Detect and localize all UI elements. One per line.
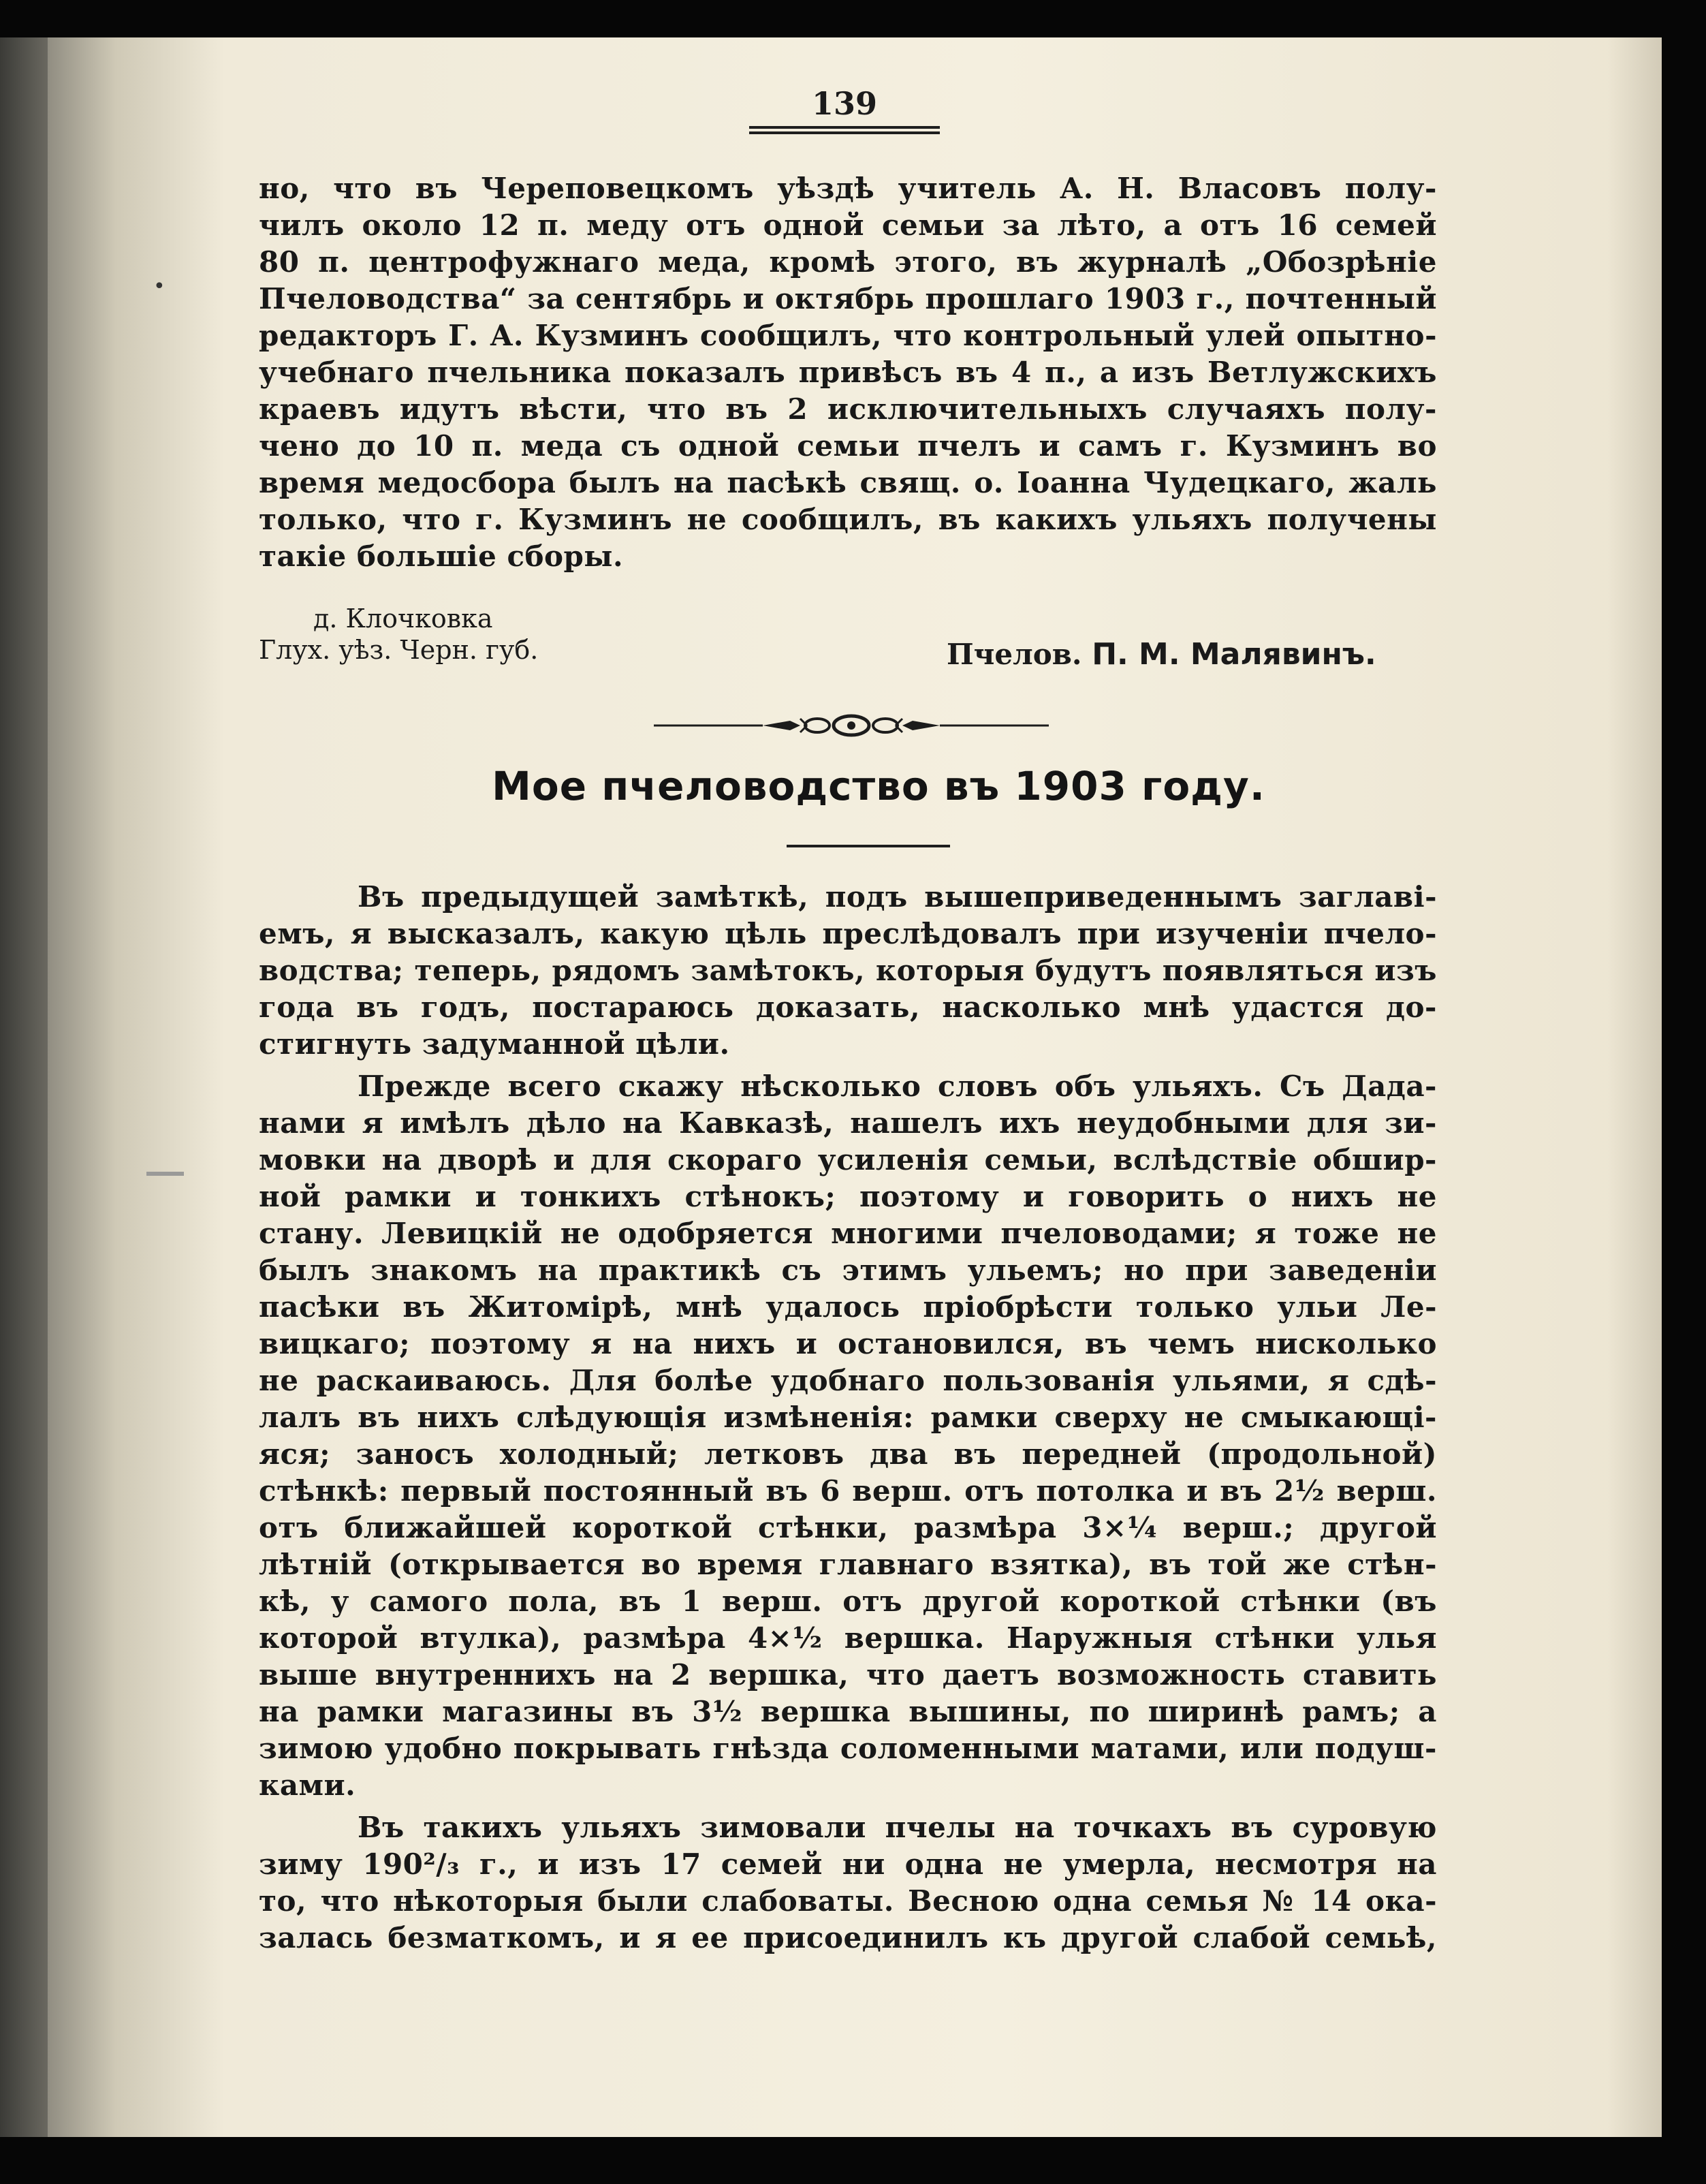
article-title: Мое пчеловодство въ 1903 году. — [492, 763, 1265, 809]
page-number-rule-bottom — [749, 131, 940, 134]
text-line: время медосбора былъ на пасѣкѣ свящ. о. Іоанна Чудецкаго, жаль — [259, 466, 1437, 499]
text-line: чилъ около 12 п. меду отъ одной семьи за лѣто, а отъ 16 семей — [259, 208, 1437, 242]
signature-place — [259, 603, 538, 666]
text-line: чено до 10 п. меда съ одной семьи пчелъ и самъ г. Кузминъ во — [259, 429, 1437, 463]
article-paragraph-1 — [259, 879, 1437, 1063]
text-line: лалъ въ нихъ слѣдующія измѣненія: рамки сверху не смыкающі- — [259, 1401, 1437, 1434]
text-line: емъ, я высказалъ, какую цѣль преслѣдовалъ при изученіи пчело- — [259, 917, 1437, 950]
text-line: краевъ идутъ вѣсти, что въ 2 исключительныхъ случаяхъ полу- — [259, 392, 1437, 426]
text-line: на рамки магазины въ 3½ вершка вышины, по ширинѣ рамъ; а — [259, 1695, 1437, 1728]
text-line: пасѣки въ Житомірѣ, мнѣ удалось пріобрѣсти только ульи Ле- — [259, 1290, 1437, 1324]
text-line: залась безматкомъ, и я ее присоединилъ къ другой слабой семьѣ, — [259, 1921, 1437, 1954]
signature-author — [947, 637, 1376, 672]
article-paragraph-3 — [259, 1809, 1437, 1956]
text-line: то, что нѣкоторыя были слабоваты. Весною одна семья № 14 ока- — [259, 1884, 1437, 1918]
text-line: такіе большіе сборы. — [259, 540, 624, 573]
article-paragraph-2 — [259, 1068, 1437, 1804]
text-line: выше внутреннихъ на 2 вершка, что даетъ возможность ставить — [259, 1658, 1437, 1691]
text-line: яся; заносъ холодный; летковъ два въ передней (продольной) — [259, 1437, 1437, 1471]
text-line: стану. Левицкій не одобряется многими пчеловодами; я тоже не — [259, 1217, 1437, 1250]
text-line: не раскаиваюсь. Для болѣе удобнаго пользованія ульями, я сдѣ- — [259, 1364, 1437, 1397]
text-line: мовки на дворѣ и для скораго усиленія семьи, вслѣдствіе обшир- — [259, 1143, 1437, 1176]
ornamental-divider — [654, 708, 1049, 743]
text-line: года въ годъ, постараюсь доказать, насколько мнѣ удастся до- — [259, 990, 1437, 1024]
text-line: отъ ближайшей короткой стѣнки, размѣра 3×¼ верш.; другой — [259, 1511, 1437, 1544]
signature-place-line-1: д. Клочковка — [313, 604, 493, 634]
text-line: былъ знакомъ на практикѣ съ этимъ ульемъ; но при заведеніи — [259, 1253, 1437, 1287]
text-line: ной рамки и тонкихъ стѣнокъ; поэтому и говорить о нихъ не — [259, 1180, 1437, 1213]
article-body — [259, 879, 1437, 1956]
title-underline — [787, 845, 950, 847]
text-line: кѣ, у самого пола, въ 1 верш. отъ другой короткой стѣнки (въ — [259, 1585, 1437, 1618]
signature-name: П. М. Малявинъ. — [1092, 637, 1376, 672]
text-line: но, что въ Череповецкомъ уѣздѣ учитель А. Н. Власовъ полу- — [259, 172, 1437, 205]
signature-place-line-2: Глух. уѣз. Черн. губ. — [259, 635, 539, 665]
text-line: вицкаго; поэтому я на нихъ и остановился, въ чемъ нисколько — [259, 1327, 1437, 1360]
text-line: редакторъ Г. А. Кузминъ сообщилъ, что контрольный улей опытно- — [259, 319, 1437, 352]
text-line: нами я имѣлъ дѣло на Кавказѣ, нашелъ ихъ неудобными для зи- — [259, 1106, 1437, 1140]
text-line: 80 п. центрофужнаго меда, кромѣ этого, въ журналѣ „Обозрѣніе — [259, 245, 1437, 279]
text-line: водства; теперь, рядомъ замѣтокъ, которыя будутъ появляться изъ — [259, 954, 1437, 987]
text-line: Прежде всего скажу нѣсколько словъ объ ульяхъ. Съ Дада- — [358, 1070, 1437, 1103]
signature-prefix: Пчелов. — [947, 638, 1082, 671]
text-line: стигнуть задуманной цѣли. — [259, 1027, 730, 1061]
margin-mark: • — [153, 275, 165, 298]
text-line: лѣтній (открывается во время главнаго взятка), въ той же стѣн- — [259, 1548, 1437, 1581]
text-line: учебнаго пчельника показалъ привѣсъ въ 4 п., а изъ Ветлужскихъ — [259, 356, 1437, 389]
text-line: стѣнкѣ: первый постоянный въ 6 верш. отъ потолка и въ 2½ верш. — [259, 1474, 1437, 1508]
text-line: только, что г. Кузминъ не сообщилъ, въ какихъ ульяхъ получены — [259, 503, 1437, 536]
page-number-rule-top — [749, 126, 940, 129]
book-page — [0, 37, 1662, 2137]
text-line: ками. — [259, 1768, 356, 1802]
text-line: Въ такихъ ульяхъ зимовали пчелы на точкахъ въ суровую — [358, 1811, 1437, 1844]
text-line: зиму 190²/₃ г., и изъ 17 семей ни одна не умерла, несмотря на — [259, 1847, 1437, 1881]
text-line: которой втулка), размѣра 4×½ вершка. Наружныя стѣнки улья — [259, 1621, 1437, 1655]
text-line: Въ предыдущей замѣткѣ, подъ вышеприведеннымъ заглаві- — [358, 880, 1437, 914]
letter-continuation — [259, 170, 1437, 575]
margin-rule — [146, 1172, 184, 1176]
text-line: зимою удобно покрывать гнѣзда соломенными матами, или подуш- — [259, 1732, 1437, 1765]
page-number: 139 — [811, 85, 878, 122]
text-line: Пчеловодства“ за сентябрь и октябрь прошлаго 1903 г., почтенный — [259, 282, 1437, 315]
